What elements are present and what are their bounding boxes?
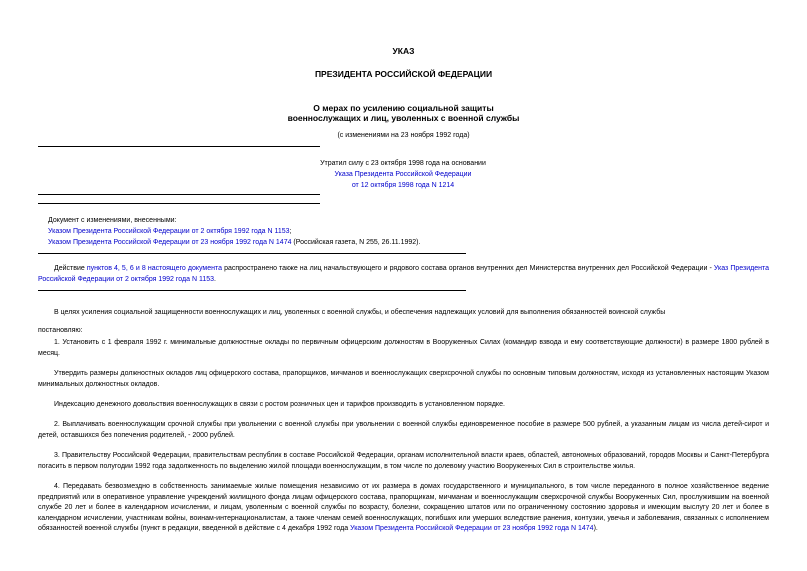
- scope-decree-link[interactable]: Указ Президента Российской Федерации от 2 октября 1992 года N 1153: [38, 265, 770, 283]
- amendment-item-1: [48, 227, 292, 238]
- paragraph-4-decree-link[interactable]: Указом Президента Российской Федерации от 23 ноября 1992 года N 1474: [350, 525, 594, 532]
- amendment-link-1-tail: ;: [289, 228, 292, 235]
- purpose-paragraph: В целях усиления социальной защищенности военнослужащих и лиц, уволенных с военной службы, и обеспечения надлежащих условий для выполнения обязанностей воинской службы: [54, 309, 666, 316]
- paragraph-4: [38, 482, 769, 535]
- separator-line: [38, 194, 320, 195]
- separator-line: [38, 146, 320, 147]
- paragraph-1b: Утвердить размеры должностных окладов лиц офицерского состава, прапорщиков, мичманов и военнослужащих сверхсрочной службы по основным типовым должностям, исходя из установленных настоящим Указом минимальных должностных окладов.: [38, 370, 769, 388]
- paragraph-3: 3. Правительству Российской Федерации, правительствам республик в составе Российской Федерации, органам исполнительной власти краев, областей, автономных образований, городов Москвы и Санкт-Петербурга погасить в первом полугодии 1992 года задолженность по выделению жилой площади военнослужащим, в том числе по долевому участию Вооруженных Сил в строительстве жилья.: [38, 452, 769, 470]
- separator-line: [38, 253, 466, 254]
- amendment-link-1[interactable]: Указом Президента Российской Федерации от 2 октября 1992 года N 1153: [48, 228, 290, 235]
- scope-text-pre: Действие: [54, 265, 87, 272]
- scope-points-link[interactable]: пунктов 4, 5, 6 и 8 настоящего документа: [86, 265, 222, 272]
- amendment-item-2: [48, 238, 420, 249]
- paragraph-1: 1. Установить с 1 февраля 1992 г. минимальные должностные оклады по первичным офицерским должностям в Вооруженных Силах (командир взвода и ему соответствующие должности) в размере 1800 рублей в месяц.: [38, 339, 769, 357]
- scope-text-post: .: [214, 275, 216, 283]
- separator-line: [38, 290, 466, 291]
- repeal-decree-link-line2[interactable]: от 12 октября 1998 года N 1214: [351, 182, 455, 189]
- scope-text-mid: распространено также на лиц начальствующего и рядового состава органов внутренних дел Министерства внутренних дел Российской Федерации -: [222, 265, 714, 272]
- repeal-decree-link-line1[interactable]: Указа Президента Российской Федерации: [334, 171, 472, 178]
- resolution-word: постановляю:: [38, 327, 83, 334]
- doc-heading-line2: военнослужащих и лиц, уволенных с военной службы: [287, 113, 520, 123]
- doc-heading-line1: О мерах по усилению социальной защиты: [313, 103, 494, 113]
- paragraph-2: 2. Выплачивать военнослужащим срочной службы при увольнении с военной службы при увольнении с военной службы единовременное пособие в размере 500 рублей, а указанным лицам из числа детей-сирот и детей, оставшихся без попечения родителей, - 2000 рублей.: [38, 421, 769, 439]
- paragraph-4-tail: ).: [593, 525, 598, 532]
- paragraph-4-text: 4. Передавать безвозмездно в собственность занимаемые жилые помещения независимо от их размера в домах государственного и муниципального, в том числе переданного в полное хозяйственное ведение предприятий или в оперативное управление учреждений жилищного фонда лицам офицерского состава, прапорщикам, мичманам и военнослужащим сверхсрочной службы Вооруженных Сил, прослужившим на военной службе 20 лет и более в календарном исчислении, и лицам, уволенным с военной службы по возрасту, болезни, сокращению штатов или по ограниченному состоянию здоровья и имеющим выслугу 20 лет и более в календарном исчислении, участникам войны, воинам-интернационалистам, а также членам семей военнослужащих, погибших или умерших вследствие ранения, контузии, увечья и заболевания, связанных с исполнением обязанностей военной службы (пункт в редакции, введенной в действие с 4 декабря 1992 года: [38, 483, 769, 532]
- repeal-status: Утратил силу с 23 октября 1998 года на основании: [320, 160, 486, 167]
- issuer-title: ПРЕЗИДЕНТА РОССИЙСКОЙ ФЕДЕРАЦИИ: [314, 69, 493, 79]
- scope-paragraph: [38, 264, 769, 285]
- amendment-link-2[interactable]: Указом Президента Российской Федерации от 23 ноября 1992 года N 1474: [48, 239, 292, 246]
- amendment-source: (Российская газета, N 255, 26.11.1992).: [291, 239, 421, 246]
- amendments-intro: Документ с изменениями, внесенными:: [48, 217, 177, 224]
- separator-line: [38, 203, 320, 204]
- doc-type-title: УКАЗ: [392, 46, 415, 56]
- paragraph-1c: Индексацию денежного довольствия военнослужащих в связи с ростом розничных цен и тарифов производить в установленном порядке.: [54, 401, 505, 408]
- amendments-note: (с изменениями на 23 ноября 1992 года): [337, 132, 470, 139]
